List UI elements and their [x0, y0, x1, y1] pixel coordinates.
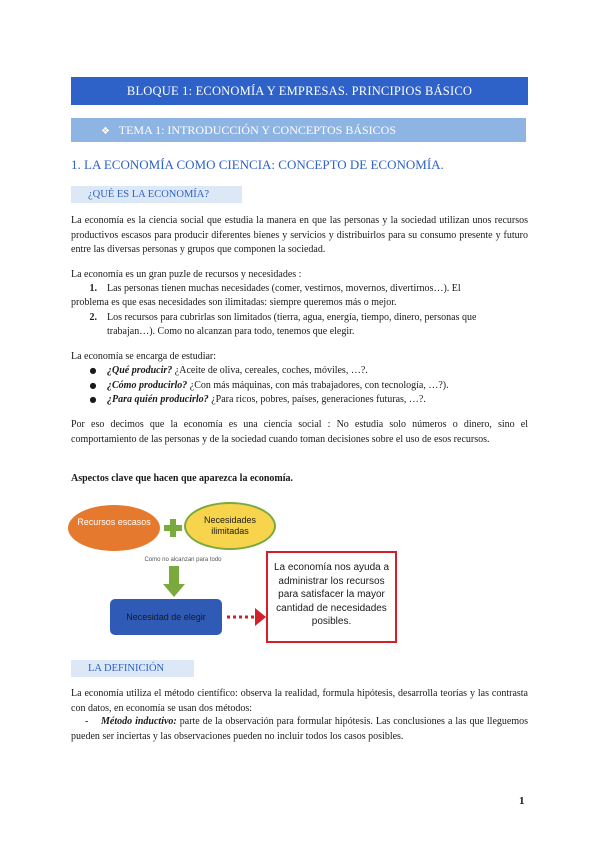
no-alcanzan-note: Como no alcanzan para todo	[144, 557, 222, 563]
que-es-heading: ¿QUÉ ES LA ECONOMÍA?	[71, 186, 242, 203]
item-text: Las personas tienen muchas necesidades (comer, vestirnos, movernos, divertirnos…). El	[107, 283, 461, 294]
bullet-list	[71, 364, 528, 408]
plus-icon	[163, 518, 183, 538]
puzzle-intro: La economía es un gran puzle de recursos y necesidades :	[71, 269, 302, 280]
section-title: 1. LA ECONOMÍA COMO CIENCIA: CONCEPTO DE ECONOMÍA.	[71, 157, 444, 172]
bullet-text: ¿Para ricos, pobres, países, generaciones futuras, …?.	[208, 394, 426, 405]
item-number: 1.	[89, 283, 97, 294]
bullet-bold: ¿Cómo producirlo?	[107, 379, 188, 391]
method-text: parte de la observación para formular hipótesis. Las conclusiones a las que lleguemos pueden ser inciertas y las observaciones pueden no incluir todos los casos posibles.	[71, 716, 528, 742]
definition-paragraph: La economía es la ciencia social que estudia la manera en que las personas y la sociedad utilizan unos recursos productivos escasos para producir diferentes bienes y servicios y distribuirlos para su consumo presente y futuro entre las diversas personas y grupos que componen la sociedad.	[71, 215, 528, 255]
bullet-icon: ●	[89, 366, 97, 375]
list-item	[71, 364, 528, 379]
tema-title-text: TEMA 1: INTRODUCCIÓN Y CONCEPTOS BÁSICOS	[118, 123, 397, 137]
bullet-text: ¿Aceite de oliva, cereales, coches, móviles, …?.	[172, 365, 368, 376]
dash-bullet: -	[85, 716, 89, 727]
dotted-right-arrow-icon	[225, 604, 267, 630]
aspectos-heading: Aspectos clave que hacen que aparezca la economía.	[71, 473, 294, 484]
definicion-heading: LA DEFINICIÓN	[71, 660, 194, 677]
tema-title-banner	[71, 118, 526, 142]
bullet-icon: ●	[89, 395, 97, 404]
bullet-icon: ●	[89, 380, 97, 390]
numbered-item-1	[71, 282, 528, 297]
page-number: 1	[519, 795, 525, 807]
method-item	[71, 715, 528, 744]
por-eso-paragraph: Por eso decimos que la economía es una ciencia social : No estudia solo números o dinero, sino el comportamiento de las personas y de la sociedad cuando toman decisiones sobre el uso de esos recursos.	[71, 419, 528, 445]
economia-ayuda-box: La economía nos ayuda a administrar los recursos para satisfacer la mayor cantidad de necesidades posibles.	[266, 551, 397, 643]
necesidades-ilimitadas-ellipse: Necesidades ilimitadas	[184, 502, 276, 550]
bloque-title-banner: BLOQUE 1: ECONOMÍA Y EMPRESAS. PRINCIPIOS BÁSICO	[71, 77, 528, 105]
item-text: Los recursos para cubrirlas son limitados (tierra, agua, energía, tiempo, dinero, personas que	[107, 312, 477, 323]
list-item	[71, 393, 528, 408]
encarga-intro: La economía se encarga de estudiar:	[71, 351, 217, 362]
definicion-paragraph: La economía utiliza el método científico: observa la realidad, formula hipótesis, desarrolla teorías y las contrasta con datos, en economía se usan dos métodos:	[71, 688, 528, 714]
bullet-bold: ¿Para quién producirlo?	[107, 394, 209, 405]
economy-diagram	[68, 498, 400, 650]
diamond-bullet-icon: ❖	[101, 126, 110, 137]
method-bold: Método inductivo:	[101, 716, 177, 727]
item-number: 2.	[89, 312, 97, 323]
list-item	[71, 379, 528, 394]
numbered-item-2-continuation: trabajan…). Como no alcanzan para todo, tenemos que elegir.	[107, 326, 355, 337]
necesidad-elegir-box: Necesidad de elegir	[110, 599, 222, 635]
bullet-text: ¿Con más máquinas, con más trabajadores, con tecnología, …?).	[187, 379, 449, 391]
bullet-bold: ¿Qué producir?	[107, 365, 173, 376]
down-arrow-icon	[162, 566, 186, 598]
numbered-item-2	[71, 311, 528, 326]
recursos-escasos-ellipse: Recursos escasos	[68, 505, 160, 551]
numbered-item-1-continuation: problema es que esas necesidades son ilimitadas: siempre queremos más o mejor.	[71, 297, 397, 308]
